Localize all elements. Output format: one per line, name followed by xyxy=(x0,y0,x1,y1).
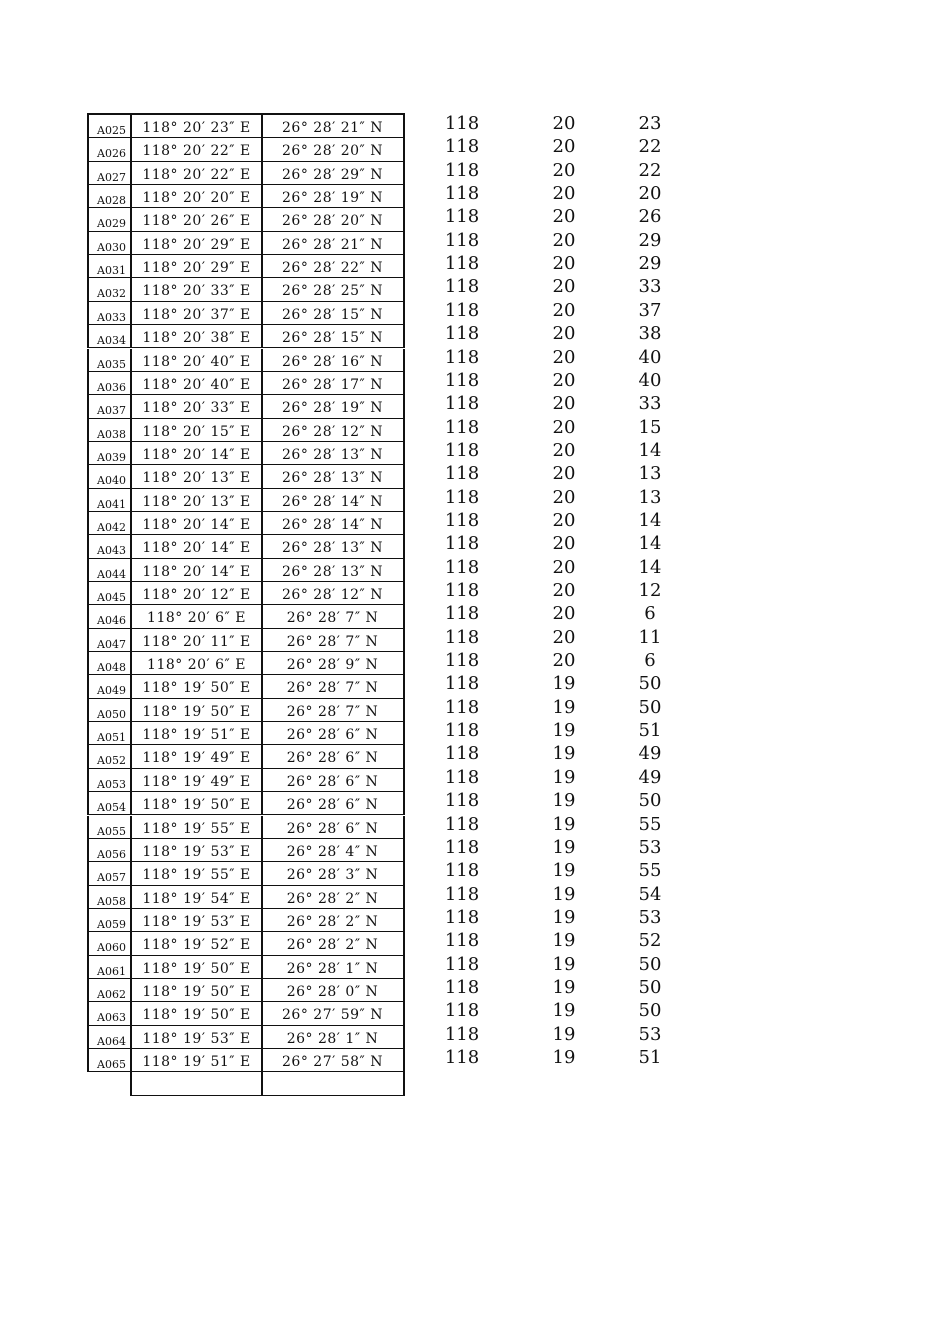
table-row xyxy=(0,509,950,535)
table-row xyxy=(0,626,950,652)
degrees-cell: 118 xyxy=(444,183,480,205)
latitude-cell: 26° 28′ 19″ N xyxy=(262,185,405,208)
minutes-cell: 20 xyxy=(552,323,576,345)
latitude-cell: 26° 28′ 25″ N xyxy=(262,278,405,301)
seconds-cell: 49 xyxy=(638,766,662,788)
seconds-cell: 53 xyxy=(638,906,662,928)
latitude-cell: 26° 28′ 7″ N xyxy=(262,699,405,722)
longitude-cell: 118° 19′ 50″ E xyxy=(130,792,263,815)
seconds-cell: 38 xyxy=(638,323,662,345)
point-id-cell: A039 xyxy=(87,442,131,465)
minutes-cell: 20 xyxy=(552,136,576,158)
degrees-cell: 118 xyxy=(444,603,480,625)
minutes-cell: 19 xyxy=(552,696,576,718)
point-id-cell: A045 xyxy=(87,582,131,605)
minutes-cell: 20 xyxy=(552,113,576,134)
latitude-cell: 26° 28′ 15″ N xyxy=(262,325,405,348)
longitude-cell: 118° 20′ 6″ E xyxy=(130,652,263,675)
seconds-cell: 33 xyxy=(638,276,662,298)
degrees-cell: 118 xyxy=(444,346,480,368)
latitude-cell: 26° 28′ 29″ N xyxy=(262,162,405,185)
point-id-cell: A043 xyxy=(87,535,131,558)
latitude-cell: 26° 28′ 2″ N xyxy=(262,932,405,955)
table-row xyxy=(0,696,950,722)
longitude-cell: 118° 19′ 53″ E xyxy=(130,839,263,862)
table-row xyxy=(0,1002,950,1025)
latitude-cell: 26° 28′ 21″ N xyxy=(262,232,405,255)
point-id-cell: A057 xyxy=(87,862,131,885)
point-id-cell: A036 xyxy=(87,372,131,395)
point-id-cell: A061 xyxy=(87,956,131,979)
degrees-cell: 118 xyxy=(444,813,480,835)
point-id-cell: A034 xyxy=(87,325,131,348)
table-row xyxy=(0,953,950,979)
seconds-cell: 49 xyxy=(638,743,662,765)
seconds-cell: 50 xyxy=(638,790,662,812)
table-row xyxy=(0,792,950,815)
seconds-cell: 20 xyxy=(638,183,662,205)
seconds-cell: 50 xyxy=(638,673,662,695)
point-id-cell: A037 xyxy=(87,395,131,418)
table-row xyxy=(0,883,950,909)
point-id-cell: A035 xyxy=(87,349,131,372)
minutes-cell: 19 xyxy=(552,766,576,788)
seconds-cell: 50 xyxy=(638,953,662,975)
point-id-cell: A064 xyxy=(87,1026,131,1049)
minutes-cell: 19 xyxy=(552,883,576,905)
minutes-cell: 20 xyxy=(552,580,576,601)
longitude-cell: 118° 20′ 12″ E xyxy=(130,582,263,605)
degrees-cell: 118 xyxy=(444,486,480,508)
degrees-cell: 118 xyxy=(444,720,480,742)
longitude-cell: 118° 19′ 53″ E xyxy=(130,909,263,932)
point-id-cell: A059 xyxy=(87,909,131,932)
latitude-cell: 26° 28′ 2″ N xyxy=(262,886,405,909)
point-id-cell: A051 xyxy=(87,722,131,745)
latitude-cell: 26° 28′ 14″ N xyxy=(262,512,405,535)
seconds-cell: 15 xyxy=(638,416,662,438)
point-id-cell: A056 xyxy=(87,839,131,862)
degrees-cell: 118 xyxy=(444,276,480,298)
table-row xyxy=(0,115,950,138)
table-row xyxy=(0,556,950,582)
point-id-cell: A042 xyxy=(87,512,131,535)
latitude-cell: 26° 28′ 7″ N xyxy=(262,629,405,652)
table-row xyxy=(0,906,950,932)
point-id-cell: A038 xyxy=(87,419,131,442)
longitude-cell: 118° 19′ 55″ E xyxy=(130,862,263,885)
table-row xyxy=(0,813,950,839)
seconds-cell: 55 xyxy=(638,860,662,882)
latitude-cell: 26° 28′ 6″ N xyxy=(262,722,405,745)
latitude-cell: 26° 28′ 4″ N xyxy=(262,839,405,862)
table-row xyxy=(0,535,950,558)
degrees-cell: 118 xyxy=(444,673,480,695)
point-id-cell: A027 xyxy=(87,162,131,185)
minutes-cell: 19 xyxy=(552,976,576,998)
point-id-cell: A029 xyxy=(87,208,131,231)
empty-table-row xyxy=(0,1072,950,1095)
point-id-cell: A033 xyxy=(87,302,131,325)
point-id-cell: A063 xyxy=(87,1002,131,1025)
seconds-cell: 29 xyxy=(638,253,662,275)
minutes-cell: 19 xyxy=(552,953,576,975)
seconds-cell: 50 xyxy=(638,1000,662,1022)
seconds-cell: 13 xyxy=(638,463,662,485)
degrees-cell: 118 xyxy=(444,253,480,275)
seconds-cell: 51 xyxy=(638,1047,662,1068)
longitude-cell: 118° 20′ 29″ E xyxy=(130,255,263,278)
table-row xyxy=(0,416,950,442)
latitude-cell: 26° 28′ 16″ N xyxy=(262,349,405,372)
degrees-cell: 118 xyxy=(444,113,480,134)
latitude-cell: 26° 28′ 15″ N xyxy=(262,302,405,325)
longitude-cell: 118° 19′ 53″ E xyxy=(130,1026,263,1049)
minutes-cell: 19 xyxy=(552,743,576,765)
minutes-cell: 20 xyxy=(552,276,576,298)
minutes-cell: 19 xyxy=(552,1000,576,1022)
point-id-cell: A047 xyxy=(87,629,131,652)
latitude-cell: 26° 28′ 6″ N xyxy=(262,816,405,839)
minutes-cell: 20 xyxy=(552,159,576,181)
degrees-cell: 118 xyxy=(444,906,480,928)
longitude-cell: 118° 19′ 54″ E xyxy=(130,886,263,909)
minutes-cell: 20 xyxy=(552,439,576,461)
latitude-cell: 26° 28′ 1″ N xyxy=(262,1026,405,1049)
table-row xyxy=(0,1023,950,1049)
point-id-cell: A065 xyxy=(87,1049,131,1072)
seconds-cell: 14 xyxy=(638,533,662,555)
point-id-cell: A040 xyxy=(87,465,131,488)
table-row xyxy=(0,369,950,395)
longitude-cell: 118° 19′ 51″ E xyxy=(130,722,263,745)
minutes-cell: 19 xyxy=(552,860,576,882)
minutes-cell: 20 xyxy=(552,369,576,391)
latitude-cell: 26° 28′ 3″ N xyxy=(262,862,405,885)
longitude-cell: 118° 19′ 51″ E xyxy=(130,1049,263,1072)
degrees-cell: 118 xyxy=(444,976,480,998)
table-row xyxy=(0,675,950,698)
point-id-cell: A052 xyxy=(87,745,131,768)
table-row xyxy=(0,652,950,675)
seconds-cell: 6 xyxy=(644,650,656,672)
longitude-cell: 118° 19′ 55″ E xyxy=(130,816,263,839)
minutes-cell: 19 xyxy=(552,673,576,695)
degrees-cell: 118 xyxy=(444,556,480,578)
degrees-cell: 118 xyxy=(444,229,480,251)
seconds-cell: 53 xyxy=(638,1023,662,1045)
latitude-cell: 26° 28′ 13″ N xyxy=(262,535,405,558)
longitude-cell: 118° 19′ 49″ E xyxy=(130,769,263,792)
minutes-cell: 19 xyxy=(552,906,576,928)
point-id-cell: A062 xyxy=(87,979,131,1002)
minutes-cell: 19 xyxy=(552,813,576,835)
latitude-cell: 26° 28′ 6″ N xyxy=(262,745,405,768)
longitude-cell: 118° 20′ 29″ E xyxy=(130,232,263,255)
longitude-cell: 118° 19′ 50″ E xyxy=(130,956,263,979)
table-row xyxy=(0,185,950,208)
latitude-cell: 26° 28′ 6″ N xyxy=(262,769,405,792)
degrees-cell: 118 xyxy=(444,696,480,718)
degrees-cell: 118 xyxy=(444,930,480,952)
longitude-cell: 118° 20′ 20″ E xyxy=(130,185,263,208)
table-row xyxy=(0,1049,950,1072)
table-row xyxy=(0,486,950,512)
table-row xyxy=(0,766,950,792)
minutes-cell: 19 xyxy=(552,1047,576,1068)
latitude-cell: 26° 28′ 1″ N xyxy=(262,956,405,979)
point-id-cell: A054 xyxy=(87,792,131,815)
minutes-cell: 20 xyxy=(552,463,576,485)
degrees-cell: 118 xyxy=(444,650,480,672)
longitude-cell: 118° 20′ 15″ E xyxy=(130,419,263,442)
minutes-cell: 20 xyxy=(552,486,576,508)
latitude-cell: 26° 28′ 20″ N xyxy=(262,208,405,231)
table-row xyxy=(0,976,950,1002)
point-id-cell: A041 xyxy=(87,489,131,512)
table-row xyxy=(0,395,950,418)
degrees-cell: 118 xyxy=(444,860,480,882)
latitude-cell: 26° 28′ 2″ N xyxy=(262,909,405,932)
latitude-cell: 26° 28′ 12″ N xyxy=(262,582,405,605)
table-row xyxy=(0,325,950,348)
table-row xyxy=(0,208,950,231)
table-row xyxy=(0,346,950,372)
degrees-cell: 118 xyxy=(444,136,480,158)
seconds-cell: 14 xyxy=(638,439,662,461)
point-id-cell: A026 xyxy=(87,138,131,161)
longitude-cell: 118° 20′ 6″ E xyxy=(130,605,263,628)
degrees-cell: 118 xyxy=(444,836,480,858)
degrees-cell: 118 xyxy=(444,416,480,438)
latitude-cell: 26° 28′ 13″ N xyxy=(262,559,405,582)
latitude-cell: 26° 28′ 6″ N xyxy=(262,792,405,815)
point-id-cell: A048 xyxy=(87,652,131,675)
minutes-cell: 20 xyxy=(552,556,576,578)
degrees-cell: 118 xyxy=(444,743,480,765)
point-id-cell: A030 xyxy=(87,232,131,255)
minutes-cell: 20 xyxy=(552,509,576,531)
degrees-cell: 118 xyxy=(444,463,480,485)
table-row xyxy=(0,159,950,185)
longitude-cell: 118° 20′ 22″ E xyxy=(130,162,263,185)
minutes-cell: 20 xyxy=(552,253,576,275)
degrees-cell: 118 xyxy=(444,206,480,228)
minutes-cell: 20 xyxy=(552,393,576,415)
minutes-cell: 20 xyxy=(552,299,576,321)
point-id-cell: A055 xyxy=(87,816,131,839)
minutes-cell: 20 xyxy=(552,603,576,625)
table-row xyxy=(0,465,950,488)
table-row xyxy=(0,862,950,885)
table-row xyxy=(0,439,950,465)
latitude-cell: 26° 28′ 21″ N xyxy=(262,115,405,138)
point-id-cell: A025 xyxy=(87,115,131,138)
longitude-cell: 118° 20′ 14″ E xyxy=(130,512,263,535)
latitude-cell: 26° 28′ 14″ N xyxy=(262,489,405,512)
degrees-cell: 118 xyxy=(444,580,480,601)
seconds-cell: 13 xyxy=(638,486,662,508)
minutes-cell: 20 xyxy=(552,206,576,228)
longitude-cell: 118° 19′ 50″ E xyxy=(130,699,263,722)
latitude-cell: 26° 28′ 13″ N xyxy=(262,442,405,465)
minutes-cell: 20 xyxy=(552,650,576,672)
minutes-cell: 20 xyxy=(552,229,576,251)
longitude-cell: 118° 19′ 52″ E xyxy=(130,932,263,955)
degrees-cell: 118 xyxy=(444,159,480,181)
latitude-cell: 26° 27′ 58″ N xyxy=(262,1049,405,1072)
longitude-cell: 118° 20′ 33″ E xyxy=(130,278,263,301)
degrees-cell: 118 xyxy=(444,439,480,461)
seconds-cell: 50 xyxy=(638,696,662,718)
seconds-cell: 55 xyxy=(638,813,662,835)
point-id-cell: A050 xyxy=(87,699,131,722)
seconds-cell: 22 xyxy=(638,136,662,158)
seconds-cell: 52 xyxy=(638,930,662,952)
table-row xyxy=(0,229,950,255)
seconds-cell: 14 xyxy=(638,509,662,531)
empty-cell xyxy=(130,1072,263,1095)
minutes-cell: 19 xyxy=(552,720,576,742)
latitude-cell: 26° 28′ 7″ N xyxy=(262,675,405,698)
seconds-cell: 22 xyxy=(638,159,662,181)
table-row xyxy=(0,745,950,768)
degrees-cell: 118 xyxy=(444,299,480,321)
point-id-cell: A053 xyxy=(87,769,131,792)
seconds-cell: 37 xyxy=(638,299,662,321)
longitude-cell: 118° 20′ 33″ E xyxy=(130,395,263,418)
longitude-cell: 118° 19′ 50″ E xyxy=(130,1002,263,1025)
longitude-cell: 118° 20′ 13″ E xyxy=(130,465,263,488)
minutes-cell: 20 xyxy=(552,183,576,205)
longitude-cell: 118° 20′ 11″ E xyxy=(130,629,263,652)
latitude-cell: 26° 28′ 17″ N xyxy=(262,372,405,395)
degrees-cell: 118 xyxy=(444,533,480,555)
minutes-cell: 19 xyxy=(552,1023,576,1045)
degrees-cell: 118 xyxy=(444,509,480,531)
longitude-cell: 118° 20′ 23″ E xyxy=(130,115,263,138)
seconds-cell: 40 xyxy=(638,346,662,368)
seconds-cell: 23 xyxy=(638,113,662,134)
degrees-cell: 118 xyxy=(444,1047,480,1068)
point-id-cell: A031 xyxy=(87,255,131,278)
seconds-cell: 11 xyxy=(638,626,662,648)
longitude-cell: 118° 20′ 14″ E xyxy=(130,442,263,465)
degrees-cell: 118 xyxy=(444,369,480,391)
seconds-cell: 33 xyxy=(638,393,662,415)
degrees-cell: 118 xyxy=(444,883,480,905)
point-id-cell: A049 xyxy=(87,675,131,698)
longitude-cell: 118° 20′ 14″ E xyxy=(130,559,263,582)
degrees-cell: 118 xyxy=(444,766,480,788)
table-row xyxy=(0,255,950,278)
latitude-cell: 26° 28′ 9″ N xyxy=(262,652,405,675)
longitude-cell: 118° 19′ 49″ E xyxy=(130,745,263,768)
table-row xyxy=(0,582,950,605)
longitude-cell: 118° 20′ 26″ E xyxy=(130,208,263,231)
table-row xyxy=(0,138,950,161)
empty-cell xyxy=(262,1072,405,1095)
longitude-cell: 118° 20′ 22″ E xyxy=(130,138,263,161)
minutes-cell: 19 xyxy=(552,790,576,812)
longitude-cell: 118° 20′ 40″ E xyxy=(130,349,263,372)
longitude-cell: 118° 20′ 13″ E xyxy=(130,489,263,512)
latitude-cell: 26° 28′ 7″ N xyxy=(262,605,405,628)
degrees-cell: 118 xyxy=(444,953,480,975)
latitude-cell: 26° 27′ 59″ N xyxy=(262,1002,405,1025)
longitude-cell: 118° 19′ 50″ E xyxy=(130,979,263,1002)
seconds-cell: 53 xyxy=(638,836,662,858)
table-row xyxy=(0,299,950,325)
seconds-cell: 40 xyxy=(638,369,662,391)
table-row xyxy=(0,605,950,628)
minutes-cell: 19 xyxy=(552,836,576,858)
longitude-cell: 118° 19′ 50″ E xyxy=(130,675,263,698)
degrees-cell: 118 xyxy=(444,323,480,345)
longitude-cell: 118° 20′ 37″ E xyxy=(130,302,263,325)
degrees-cell: 118 xyxy=(444,626,480,648)
latitude-cell: 26° 28′ 19″ N xyxy=(262,395,405,418)
point-id-cell: A044 xyxy=(87,559,131,582)
point-id-cell: A060 xyxy=(87,932,131,955)
seconds-cell: 51 xyxy=(638,720,662,742)
longitude-cell: 118° 20′ 38″ E xyxy=(130,325,263,348)
minutes-cell: 20 xyxy=(552,416,576,438)
point-id-cell: A032 xyxy=(87,278,131,301)
seconds-cell: 6 xyxy=(644,603,656,625)
table-row xyxy=(0,836,950,862)
minutes-cell: 20 xyxy=(552,626,576,648)
point-id-cell: A046 xyxy=(87,605,131,628)
seconds-cell: 14 xyxy=(638,556,662,578)
seconds-cell: 26 xyxy=(638,206,662,228)
minutes-cell: 20 xyxy=(552,346,576,368)
degrees-cell: 118 xyxy=(444,1023,480,1045)
seconds-cell: 54 xyxy=(638,883,662,905)
latitude-cell: 26° 28′ 12″ N xyxy=(262,419,405,442)
seconds-cell: 12 xyxy=(638,580,662,601)
table-row xyxy=(0,278,950,301)
latitude-cell: 26° 28′ 20″ N xyxy=(262,138,405,161)
latitude-cell: 26° 28′ 22″ N xyxy=(262,255,405,278)
point-id-cell: A028 xyxy=(87,185,131,208)
table-row xyxy=(0,722,950,745)
longitude-cell: 118° 20′ 40″ E xyxy=(130,372,263,395)
latitude-cell: 26° 28′ 0″ N xyxy=(262,979,405,1002)
table-row xyxy=(0,932,950,955)
minutes-cell: 20 xyxy=(552,533,576,555)
degrees-cell: 118 xyxy=(444,1000,480,1022)
seconds-cell: 50 xyxy=(638,976,662,998)
seconds-cell: 29 xyxy=(638,229,662,251)
longitude-cell: 118° 20′ 14″ E xyxy=(130,535,263,558)
degrees-cell: 118 xyxy=(444,790,480,812)
degrees-cell: 118 xyxy=(444,393,480,415)
point-id-cell: A058 xyxy=(87,886,131,909)
minutes-cell: 19 xyxy=(552,930,576,952)
latitude-cell: 26° 28′ 13″ N xyxy=(262,465,405,488)
